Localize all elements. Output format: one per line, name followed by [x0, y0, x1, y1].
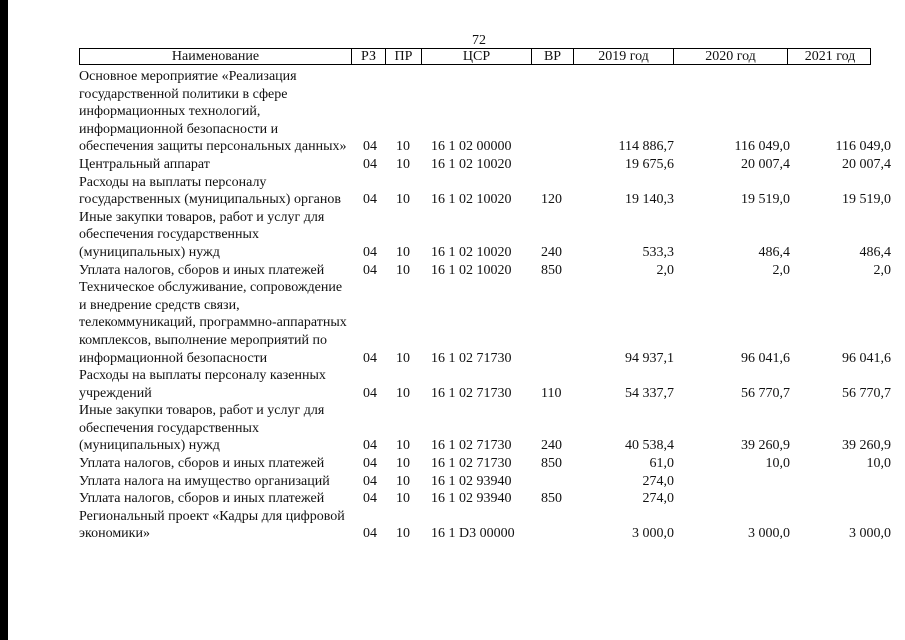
cell-rz: 04 — [363, 473, 377, 489]
header-vr: ВР — [532, 49, 574, 64]
cell-2020 — [674, 473, 790, 491]
cell-2019: 54 337,7 — [625, 385, 674, 401]
cell-2021 — [790, 473, 891, 491]
cell-2019: 533,3 — [642, 244, 674, 260]
cell-name: Техническое обслуживание, сопровождение и внедрение средств связи, телекоммуникаций, программно-аппаратных комплексов, выполнение мероприятий по информационной безопасности — [79, 280, 347, 366]
cell-csr: 16 1 02 93940 — [431, 473, 512, 489]
cell-pr: 10 — [396, 192, 410, 208]
budget-table-body — [79, 68, 891, 543]
cell-2019: 114 886,7 — [618, 139, 674, 155]
cell-name: Иные закупки товаров, работ и услуг для обеспечения государственных (муниципальных) нужд — [79, 209, 325, 260]
cell-2019: 3 000,0 — [632, 526, 674, 542]
cell-csr: 16 1 02 71730 — [431, 438, 512, 454]
cell-pr: 10 — [396, 244, 410, 260]
cell-vr — [531, 68, 575, 156]
cell-name: Уплата налогов, сборов и иных платежей — [79, 491, 325, 507]
cell-2020 — [674, 490, 790, 508]
cell-name: Уплата налогов, сборов и иных платежей — [79, 456, 325, 472]
table-row — [79, 209, 891, 262]
cell-2019: 61,0 — [649, 456, 674, 472]
cell-2020: 2,0 — [772, 262, 790, 278]
cell-csr: 16 1 02 10020 — [431, 244, 512, 260]
scan-edge-bar — [0, 0, 8, 640]
table-row — [79, 279, 891, 367]
cell-rz: 04 — [363, 526, 377, 542]
cell-pr: 10 — [396, 456, 410, 472]
cell-name: Уплата налога на имущество организаций — [79, 473, 330, 489]
header-name: Наименование — [80, 49, 352, 64]
header-pr: ПР — [386, 49, 422, 64]
cell-csr: 16 1 02 00000 — [431, 139, 512, 155]
table-header — [79, 48, 871, 65]
cell-pr: 10 — [396, 262, 410, 278]
cell-2020: 20 007,4 — [741, 156, 790, 172]
cell-vr: 850 — [541, 456, 562, 472]
cell-2020: 96 041,6 — [741, 350, 790, 366]
header-2021: 2021 год — [804, 49, 856, 64]
table-row — [79, 473, 891, 491]
cell-vr — [531, 508, 575, 543]
cell-2020: 486,4 — [758, 244, 790, 260]
cell-rz: 04 — [363, 192, 377, 208]
cell-vr: 240 — [541, 438, 562, 454]
cell-pr: 10 — [396, 385, 410, 401]
table-row — [79, 508, 891, 543]
table-row — [79, 402, 891, 455]
table-row — [79, 490, 891, 508]
cell-2020: 116 049,0 — [734, 139, 790, 155]
cell-2020: 3 000,0 — [748, 526, 790, 542]
cell-csr: 16 1 02 71730 — [431, 456, 512, 472]
cell-csr: 16 1 02 10020 — [431, 262, 512, 278]
cell-2019: 94 937,1 — [625, 350, 674, 366]
cell-rz: 04 — [363, 385, 377, 401]
table-row — [79, 367, 891, 402]
table-row — [79, 174, 891, 209]
cell-vr — [531, 279, 575, 367]
cell-2020: 10,0 — [765, 456, 790, 472]
cell-csr: 16 1 02 71730 — [431, 385, 512, 401]
budget-table — [79, 68, 891, 543]
cell-2019: 274,0 — [642, 491, 674, 507]
cell-pr: 10 — [396, 139, 410, 155]
cell-2019: 2,0 — [656, 262, 674, 278]
cell-2020: 56 770,7 — [741, 385, 790, 401]
cell-rz: 04 — [363, 139, 377, 155]
table-row — [79, 156, 891, 174]
cell-csr: 16 1 D3 00000 — [431, 526, 515, 542]
header-2020: 2020 год — [674, 49, 788, 64]
cell-rz: 04 — [363, 491, 377, 507]
cell-pr: 10 — [396, 473, 410, 489]
cell-csr: 16 1 02 71730 — [431, 350, 512, 366]
header-2019: 2019 год — [574, 49, 674, 64]
cell-csr: 16 1 02 10020 — [431, 156, 512, 172]
cell-csr: 16 1 02 93940 — [431, 491, 512, 507]
cell-2021: 19 519,0 — [842, 192, 891, 208]
cell-vr — [531, 156, 575, 174]
cell-2019: 40 538,4 — [625, 438, 674, 454]
cell-vr: 120 — [541, 192, 562, 208]
cell-2021: 3 000,0 — [849, 526, 891, 542]
cell-name: Расходы на выплаты персоналу казенных учреждений — [79, 368, 326, 401]
cell-vr — [531, 473, 575, 491]
cell-name: Региональный проект «Кадры для цифровой экономики» — [79, 508, 345, 542]
cell-rz: 04 — [363, 456, 377, 472]
cell-2021: 20 007,4 — [842, 156, 891, 172]
cell-vr: 850 — [541, 262, 562, 278]
cell-pr: 10 — [396, 350, 410, 366]
cell-name: Центральный аппарат — [79, 156, 210, 172]
page-number: 72 — [472, 33, 486, 48]
header-csr: ЦСР — [422, 49, 532, 64]
cell-2021: 39 260,9 — [842, 438, 891, 454]
cell-vr: 850 — [541, 491, 562, 507]
cell-csr: 16 1 02 10020 — [431, 192, 512, 208]
cell-2021: 56 770,7 — [842, 385, 891, 401]
cell-name: Основное мероприятие «Реализация государственной политики в сфере информационных технологий, информационной безопасности и обеспечения защиты персональных данных» — [79, 69, 347, 155]
cell-name: Иные закупки товаров, работ и услуг для обеспечения государственных (муниципальных) нужд — [79, 403, 325, 454]
cell-pr: 10 — [396, 156, 410, 172]
cell-2019: 19 140,3 — [625, 192, 674, 208]
cell-pr: 10 — [396, 491, 410, 507]
header-rz: РЗ — [352, 49, 386, 64]
cell-2021: 2,0 — [873, 262, 891, 278]
cell-rz: 04 — [363, 244, 377, 260]
cell-rz: 04 — [363, 262, 377, 278]
cell-pr: 10 — [396, 438, 410, 454]
cell-2021 — [790, 490, 891, 508]
table-row — [79, 262, 891, 280]
cell-2019: 19 675,6 — [625, 156, 674, 172]
cell-name: Расходы на выплаты персоналу государственных (муниципальных) органов — [79, 174, 342, 208]
cell-2021: 116 049,0 — [835, 139, 891, 155]
cell-vr: 110 — [541, 385, 562, 401]
cell-2021: 10,0 — [866, 456, 891, 472]
cell-name: Уплата налогов, сборов и иных платежей — [79, 262, 325, 278]
table-row — [79, 455, 891, 473]
cell-2020: 19 519,0 — [741, 192, 790, 208]
cell-rz: 04 — [363, 438, 377, 454]
table-row — [79, 68, 891, 156]
cell-pr: 10 — [396, 526, 410, 542]
cell-rz: 04 — [363, 350, 377, 366]
cell-2020: 39 260,9 — [741, 438, 790, 454]
cell-2021: 486,4 — [859, 244, 891, 260]
cell-2019: 274,0 — [642, 473, 674, 489]
cell-vr: 240 — [541, 244, 562, 260]
cell-2021: 96 041,6 — [842, 350, 891, 366]
cell-rz: 04 — [363, 156, 377, 172]
